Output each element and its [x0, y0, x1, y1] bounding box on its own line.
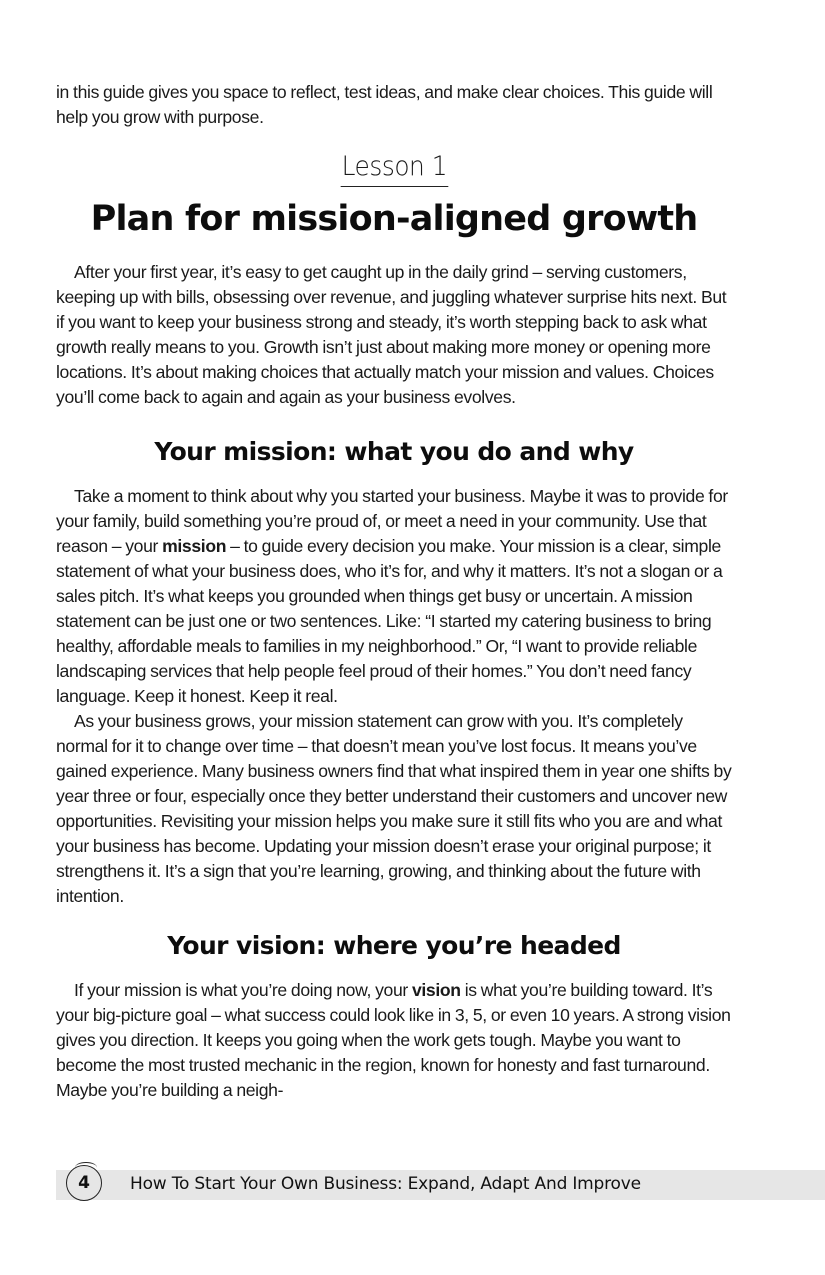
page-number-badge — [66, 1165, 102, 1201]
intro-continuation-paragraph: in this guide gives you space to reflect, test ideas, and make clear choices. This guide will help you grow with purpose. — [56, 82, 713, 127]
bold-term-mission: mission — [162, 536, 227, 556]
page-number: 4 — [78, 1173, 90, 1193]
running-footer-title: How To Start Your Own Business: Expand, Adapt And Improve — [130, 1174, 641, 1194]
text-run: – to guide every decision you make. Your mission is a clear, simple statement of what your business does, who it’s for, and why it matters. It’s not a slogan or a sales pitch. It’s what keeps you grounded when things get busy or uncertain. A mission statement can be just one or two sentences. Like: “I started my catering business to bring healthy, affordable meals to families in my neighborhood.” Or, “I want to provide reliable landscaping services that help people feel proud of their homes.” You don’t need fancy language. Keep it honest. Keep it real. — [56, 536, 723, 706]
lesson-title: Plan for mission-aligned growth — [90, 199, 698, 239]
section-title-vision: Your vision: where you’re headed — [167, 931, 621, 960]
text-run: As your business grows, your mission statement can grow with you. It’s completely normal for it to change over time – that doesn’t mean you’ve lost focus. It means you’ve gained experience. Many business owners find that what inspired them in year one shifts by year three or four, especially once they better understand their customers and uncover new opportunities. Revisiting your mission helps you make sure it still fits who you are and what your business has become. Updating your mission doesn’t erase your original purpose; it strengthens it. It’s a sign that you’re learning, growing, and thinking about the future with intention. — [56, 711, 732, 906]
lesson-label — [56, 150, 732, 190]
text-run: is what you’re building toward. It’s your big-picture goal – what success could look like in 3, 5, or even 10 years. A strong vision gives you direction. It keeps you going when the work gets tough. Maybe you want to become the most trusted mechanic in the region, known for honesty and fast turnaround. Maybe you’re building a neigh- — [56, 980, 731, 1100]
mission-paragraph-2 — [56, 709, 732, 909]
bold-term-vision: vision — [411, 980, 461, 1000]
text-run: Take a moment to think about why you started your business. Maybe it was to provide for your family, build something you’re proud of, or meet a need in your community. Use that reason – your — [56, 486, 728, 556]
lesson-intro-paragraph: After your first year, it’s easy to get caught up in the daily grind – serving customers, keeping up with bills, obsessing over revenue, and juggling whatever surprise hits next. But if you want to keep your business strong and steady, it’s worth stepping back to ask what growth really means to you. Growth isn’t just about making more money or opening more locations. It’s about making choices that actually match your mission and values. Choices you’ll come back to again and again as your business evolves. — [56, 262, 727, 407]
text-run: If your mission is what you’re doing now, your — [74, 980, 412, 1000]
page-footer — [56, 1170, 825, 1200]
lesson-label-text: Lesson 1 — [340, 150, 447, 187]
section-title-mission: Your mission: what you do and why — [154, 437, 634, 466]
vision-paragraph-1 — [56, 978, 732, 1103]
mission-paragraph-1 — [56, 484, 732, 709]
page-content — [56, 80, 732, 1103]
